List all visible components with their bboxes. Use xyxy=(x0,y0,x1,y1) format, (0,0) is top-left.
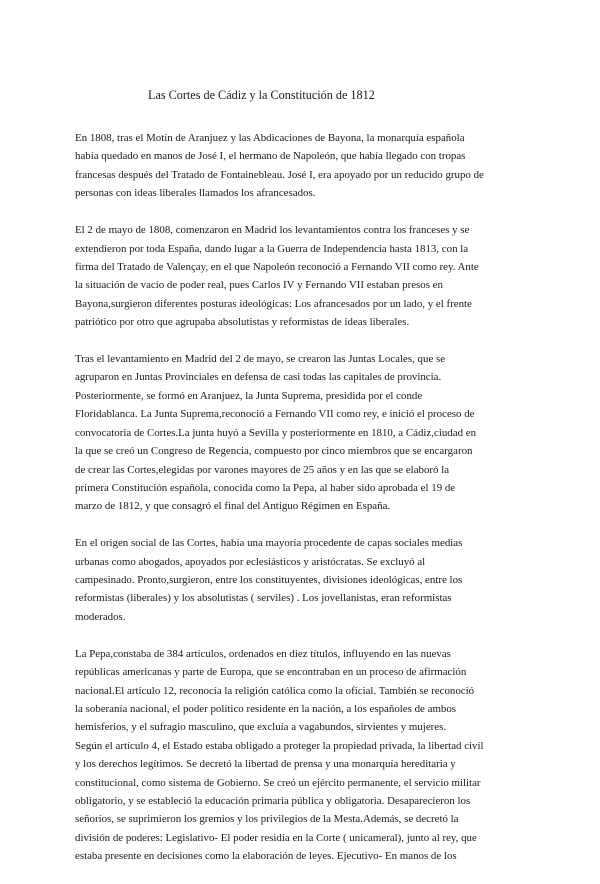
text-line: campesinado. Pronto,surgieron, entre los constituyentes, divisiones ideológicas, entre los xyxy=(75,574,463,587)
text-line: firma del Tratado de Valençay, en el que Napoleón reconoció a Fernando VII como rey. Ante xyxy=(75,260,479,273)
text-line: división de poderes: Legislativo- El poder residía en la Corte ( unicameral), junto al rey, que xyxy=(75,831,477,844)
text-line: Posteriormente, se formó en Aranjuez, la Junta Suprema, presidida por el conde xyxy=(75,389,423,402)
text-line: extendieron por toda España, dando lugar a la Guerra de Independencia hasta 1813, con la xyxy=(75,242,469,255)
text-line: marzo de 1812, y que consagró el final del Antiguo Régimen en España. xyxy=(75,500,391,513)
text-line: En 1808, tras el Motín de Aranjuez y las Abdicaciones de Bayona, la monarquía española xyxy=(75,132,465,144)
text-line: la que se creó un Congreso de Regencia, compuesto por cinco miembros que se encargaron xyxy=(75,445,473,458)
text-line: En el origen social de las Cortes, había una mayoría procedente de capas sociales medias xyxy=(75,537,463,550)
text-line: hemisferios, y el sufragio masculino, que excluía a vagabundos, sirvientes y mujeres. xyxy=(75,721,447,734)
text-line: estaba presente en decisiones como la elaboración de leyes. Ejecutivo- En manos de los xyxy=(75,850,457,863)
text-line: de crear las Cortes,elegidas por varones mayores de 25 años y en las que se elaboró la xyxy=(75,463,450,476)
text-line: la situación de vacío de poder real, pues Carlos IV y Fernando VII estaban presos en xyxy=(75,279,443,292)
text-line: El 2 de mayo de 1808, comenzaron en Madrid los levantamientos contra los franceses y se xyxy=(75,224,470,237)
text-line: nacional.El artículo 12, reconocía la religión católica como la oficial. También se reconoció xyxy=(75,684,475,697)
paragraph xyxy=(75,645,537,866)
text-line: moderados. xyxy=(75,610,126,623)
paragraph xyxy=(75,534,537,626)
text-line: francesas después del Tratado de Fontainebleau. José I, era apoyado por un reducido grupo de xyxy=(75,168,484,181)
text-line: y los derechos legítimos. Se decretó la libertad de prensa y una monarquía hereditaria y xyxy=(75,758,456,771)
text-line: Bayona,surgieron diferentes posturas ideológicas: Los afrancesados por un lado, y el frente xyxy=(75,297,472,310)
text-line: Según el artículo 4, el Estado estaba obligado a proteger la propiedad privada, la libertad civil xyxy=(75,739,484,752)
document-body xyxy=(75,129,537,884)
text-line: urbanas como abogados, apoyados por eclesiásticos y aristócratas. Se excluyó al xyxy=(75,555,426,568)
text-line: obligatorio, y se estableció la educación primaria pública y obligatoria. Desaparecieron los xyxy=(75,795,471,807)
text-line: reformistas (liberales) y los absolutistas ( serviles) . Los jovellanistas, eran reformistas xyxy=(75,592,452,605)
text-line: Floridablanca. La Junta Suprema,reconoció a Fernando VII como rey, e inició el proceso de xyxy=(75,408,475,421)
text-line: primera Constitución española, conocida como la Pepa, al haber sido aprobada el 19 de xyxy=(75,481,456,494)
text-line: personas con ideas liberales llamados los afrancesados. xyxy=(75,187,316,200)
text-line: La Pepa,constaba de 384 artículos, ordenados en diez títulos, influyendo en las nuevas xyxy=(75,647,451,660)
paragraph xyxy=(75,221,537,331)
text-line: la soberanía nacional, el poder político residente en la nación, a los españoles de ambos xyxy=(75,702,457,715)
text-line: agruparon en Juntas Provinciales en defensa de casi todas las capitales de provincia. xyxy=(75,371,442,384)
text-line: Tras el levantamiento en Madrid del 2 de mayo, se crearon las Juntas Locales, que se xyxy=(75,353,446,366)
paragraph xyxy=(75,129,537,203)
paragraph xyxy=(75,350,537,516)
text-line: constitucional, como sistema de Gobierno. Se creó un ejército permanente, el servicio militar xyxy=(75,776,481,789)
text-line: convocatoria de Cortes.La junta huyó a Sevilla y posteriormente en 1810, a Cádiz,ciudad en xyxy=(75,426,477,439)
document-title: Las Cortes de Cádiz y la Constitución de 1812 xyxy=(148,88,375,102)
text-line: había quedado en manos de José I, el hermano de Napoleón, que había llegado con tropas xyxy=(75,150,466,163)
text-line: patriótico por otro que agrupaba absolutistas y reformistas de ideas liberales. xyxy=(75,316,410,329)
text-line: repúblicas americanas y parte de Europa, que se encontraban en un proceso de afirmación xyxy=(75,666,467,679)
text-line: señoríos, se suprimieron los gremios y los privilegios de la Mesta.Además, se decretó la xyxy=(75,813,459,826)
